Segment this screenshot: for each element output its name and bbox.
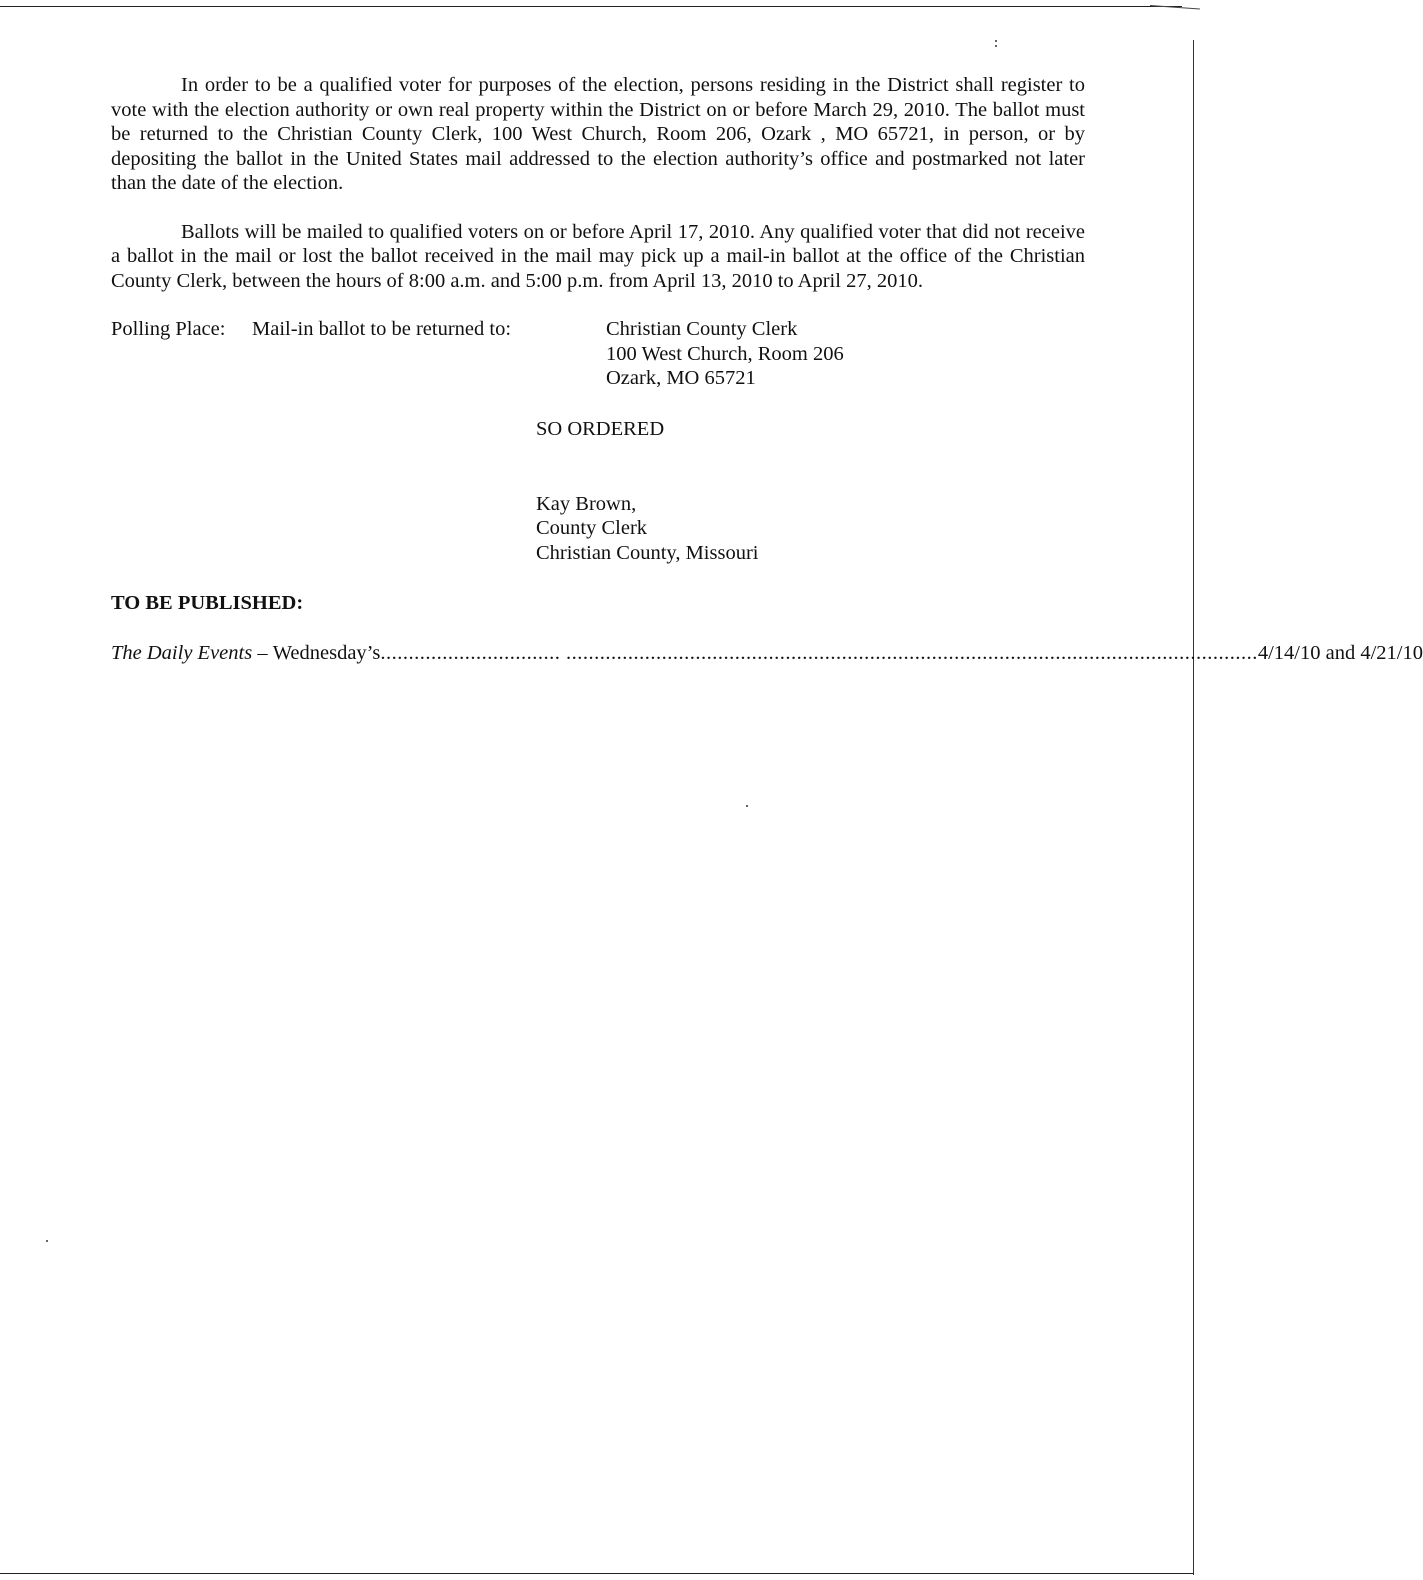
scan-border-bottom [0, 1573, 1194, 1574]
newspaper-name: The Daily Events [111, 641, 253, 664]
address-line: Christian County Clerk [606, 318, 798, 340]
voter-qualification-paragraph: In order to be a qualified voter for purposes of the election, persons residing in the District shall register to vote with the election authority or own real property within the District on or before March 29, 2010. The ballot must be returned to the Christian County Clerk, 100 West Church, Room 206, Ozark , MO 65721, in person, or by depositing the ballot in the United States mail addressed to the election authority’s office and postmarked not later than the date of the election. [111, 74, 1085, 194]
ballot-mailing-paragraph: Ballots will be mailed to qualified voters on or before April 17, 2010. Any qualified voter that did not receive a ballot in the mail or lost the ballot received in the mail may pick up a mail-in ballot at the office of the Christian County Clerk, between the hours of 8:00 a.m. and 5:00 p.m. from April 13, 2010 to April 27, 2010. [111, 220, 1085, 292]
address-line: Ozark, MO 65721 [606, 367, 756, 389]
address-line: 100 West Church, Room 206 [606, 342, 844, 365]
publication-line [111, 641, 1423, 666]
polling-place-block [111, 317, 1085, 391]
dot-leader: ................................ ........................................................................................................................... [380, 641, 1258, 664]
document-body [111, 73, 1423, 665]
return-address [606, 317, 844, 391]
scan-border-top [0, 6, 1182, 7]
publication-schedule: Wednesday’s [272, 641, 381, 664]
polling-place-label: Polling Place: [111, 318, 226, 340]
polling-place-instruction: Mail-in ballot to be returned to: [252, 318, 512, 340]
signature-block [536, 492, 1085, 566]
scan-speck [46, 1240, 48, 1242]
signer-name: Kay Brown, [536, 492, 637, 515]
signer-jurisdiction: Christian County, Missouri [536, 541, 759, 564]
scan-speck [995, 40, 997, 42]
scan-border-right [1193, 40, 1194, 1575]
scan-speck [995, 45, 997, 47]
publication-separator: – [252, 641, 273, 664]
signer-title: County Clerk [536, 517, 648, 539]
so-ordered: SO ORDERED [536, 418, 665, 440]
publication-heading: TO BE PUBLISHED: [111, 592, 304, 614]
publication-dates: 4/14/10 and 4/21/10 [1257, 641, 1423, 664]
scan-speck [746, 805, 748, 807]
